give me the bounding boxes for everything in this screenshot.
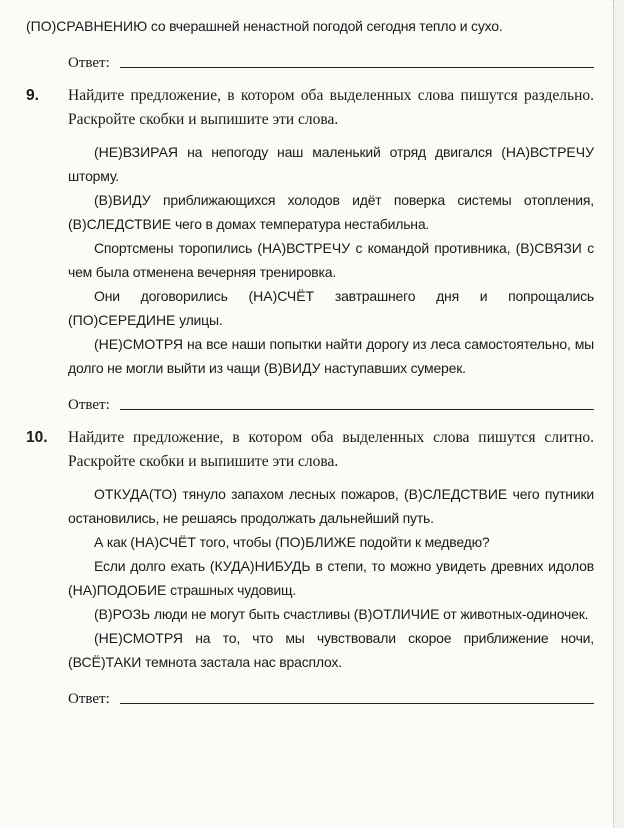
sentence-3 xyxy=(68,236,594,284)
keyword: (ВСЁ)ТАКИ xyxy=(68,654,142,670)
sentence-3 xyxy=(68,554,594,602)
answer-label: Ответ: xyxy=(68,397,110,413)
keyword: (В)ВИДУ xyxy=(263,360,321,376)
keyword: (НА)СЧЁТ xyxy=(248,288,315,304)
keyword: (ПО)СЕРЕДИНЕ xyxy=(68,312,176,328)
keyword: (КУДА)НИБУДЬ xyxy=(209,558,311,574)
keyword: ОТКУДА(ТО) xyxy=(94,486,177,502)
sentence-text: темнота застала нас врасплох. xyxy=(141,654,342,670)
sentence-text: со вчерашней ненастной погодой сегодня тепло и сухо. xyxy=(147,18,503,34)
sentence-5 xyxy=(68,332,594,380)
sentence-text: с командой противника, xyxy=(350,240,516,256)
task-number: 9. xyxy=(26,87,39,104)
keyword: (В)СВЯЗИ xyxy=(515,240,582,256)
task-9-answer-row xyxy=(68,386,594,416)
keyword: (НА)ПОДОБИЕ xyxy=(68,582,167,598)
keyword: (ПО)БЛИЖЕ xyxy=(274,534,356,550)
sentence-text: чего путники остановились, не решаясь продолжать дальнейший путь. xyxy=(68,486,594,526)
sentence-text: Если долго ехать xyxy=(94,558,210,574)
keyword: (НЕ)ВЗИРАЯ xyxy=(94,144,179,160)
keyword: (ПО)СРАВНЕНИЮ xyxy=(26,18,148,34)
sentence-text: на непогоду наш маленький отряд двигался xyxy=(178,144,502,160)
sentence-4 xyxy=(68,284,594,332)
sentence-text: тянуло запахом лесных пожаров, xyxy=(176,486,404,502)
task-10-answer-field[interactable] xyxy=(120,702,594,704)
sentence-text: наступавших сумерек. xyxy=(320,360,466,376)
sentence-text: завтрашнего дня и попрощались xyxy=(314,288,594,304)
sentence-4 xyxy=(68,602,594,626)
sentence-text: на то, что мы чувствовали скорое приближение ночи, xyxy=(182,630,594,646)
sentence-text: шторму. xyxy=(68,168,119,184)
sentence-5 xyxy=(68,626,594,674)
sentence-text: А как xyxy=(94,534,131,550)
sentence-text: того, чтобы xyxy=(195,534,275,550)
keyword: (НЕ)СМОТРЯ xyxy=(94,336,183,352)
answer-label: Ответ: xyxy=(68,691,110,707)
keyword: (НА)ВСТРЕЧУ xyxy=(257,240,351,256)
keyword: (В)СЛЕДСТВИЕ xyxy=(68,216,172,232)
top-answer-row xyxy=(68,44,594,74)
task-prompt: Найдите предложение, в котором оба выделенных слова пишутся раздельно. Раскройте скобки и выпишите эти слова. xyxy=(68,87,594,128)
sentence-2 xyxy=(68,530,594,554)
keyword: (В)ОТЛИЧИЕ xyxy=(353,606,440,622)
task-prompt: Найдите предложение, в котором оба выделенных слова пишутся слитно. Раскройте скобки и выпишите эти слова. xyxy=(68,429,594,470)
sentence-text: приближающихся холодов идёт поверка системы отопления, xyxy=(150,192,594,208)
sentence-text: улицы. xyxy=(175,312,223,328)
task-number: 10. xyxy=(26,429,48,446)
task-10-answer-row xyxy=(68,680,594,710)
sentence-text: люди не могут быть счастливы xyxy=(150,606,354,622)
sentence-text: чего в домах температура нестабильна. xyxy=(171,216,430,232)
sentence-1 xyxy=(68,482,594,530)
sentence-text: с чем была отменена вечерняя тренировка. xyxy=(68,240,595,280)
keyword: (В)РОЗЬ xyxy=(94,606,151,622)
task-9-answer-field[interactable] xyxy=(120,408,594,410)
sentence-text: в степи, то можно увидеть древних идолов xyxy=(310,558,594,574)
keyword: (НЕ)СМОТРЯ xyxy=(94,630,183,646)
keyword: (В)СЛЕДСТВИЕ xyxy=(403,486,508,502)
top-answer-field[interactable] xyxy=(120,66,594,68)
keyword: (НА)ВСТРЕЧУ xyxy=(501,144,594,160)
answer-label: Ответ: xyxy=(68,55,110,71)
task-9-sentences xyxy=(68,140,594,380)
task-9 xyxy=(26,84,594,132)
sentence-text: Они договорились xyxy=(94,288,249,304)
sentence-text: от животных-одиночек. xyxy=(439,606,589,622)
sentence-text: страшных чудовищ. xyxy=(166,582,297,598)
task-10-sentences xyxy=(68,482,594,674)
sentence-text: Спортсмены торопились xyxy=(94,240,258,256)
sentence-text: на все наши попытки найти дорогу из леса самостоятельно, мы долго не могли выйти из чащи xyxy=(68,336,594,376)
sentence-1 xyxy=(68,140,594,188)
sentence-2 xyxy=(68,188,594,236)
sentence-text: подойти к медведю? xyxy=(355,534,490,550)
task-10 xyxy=(26,426,594,474)
keyword: (НА)СЧЁТ xyxy=(130,534,196,550)
keyword: (В)ВИДУ xyxy=(94,192,151,208)
page-edge xyxy=(613,0,624,828)
top-sentence xyxy=(26,14,594,38)
